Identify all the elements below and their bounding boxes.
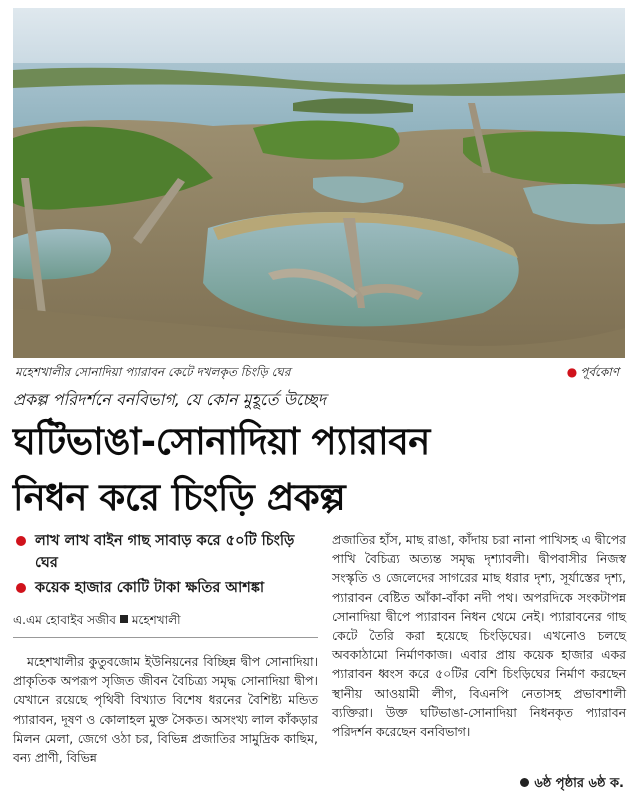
bullet-icon	[520, 778, 529, 787]
photo-source-label: পূর্বকোণ	[580, 365, 619, 379]
right-column	[332, 530, 626, 795]
article-body-right: প্রজাতির হাঁস, মাছ রাঙা, কাঁদায় চরা নানা পাখিসহ এ দ্বীপের পাখি বৈচিত্র্য অত্যন্ত সমৃদ্ধ দৃশ্যাবলী। দ্বীপবাসীর নিজস্ব সংস্কৃতি ও জেলেদের সাগরের মাছ ধরার দৃশ্য, সূর্যাস্তের দৃশ্য, প্যারাবন বেষ্টিত আঁকা-বাঁকা নদী পথ। অপরদিকে সংকটাপন্ন সোনাদিয়া দ্বীপে প্যারাবন নিধন থেমে নেই। প্যারাবনের গাছ কেটে তৈরি করা হয়েছে চিংড়িঘের। এখনোও চলছে অবকাঠামো নির্মাণকাজ। এবার প্রায় কয়েক হাজার একর প্যারাবন ধ্বংস করে ৫০টির বেশি চিংড়িঘের নির্মাণ করছেন স্থানীয় আওয়ামী লীগ, বিএনপি নেতাসহ প্রভাবশালী ব্যক্তিরা। উক্ত ঘটিভাঙা-সোনাদিয়া নিধনকৃত প্যারাবন পরিদর্শন করেছেন বনবিভাগ।	[332, 532, 626, 740]
highlight-bullet	[13, 530, 318, 574]
headline-line-2: নিধন করে চিংড়ি প্রকল্প	[13, 476, 346, 519]
dateline-location: মহেশখালী	[131, 613, 181, 627]
headline-line-1: ঘটিভাঙা-সোনাদিয়া প্যারাবন	[13, 420, 430, 463]
bullet-text: লাখ লাখ বাইন গাছ সাবাড় করে ৫০টি চিংড়ি ঘের	[35, 533, 295, 571]
continuation-text: ৬ষ্ঠ পৃষ্ঠার ৬ষ্ঠ ক.	[534, 776, 624, 791]
byline	[13, 611, 318, 638]
red-bullet-icon	[16, 536, 26, 546]
headline	[13, 414, 625, 526]
subheadline: প্রকল্প পরিদর্শনে বনবিভাগ, যে কোন মুহূর্তে উচ্ছেদ	[13, 390, 326, 409]
red-bullet-icon	[16, 583, 26, 593]
bullet-text: কয়েক হাজার কোটি টাকা ক্ষতির আশঙ্কা	[35, 580, 265, 596]
left-column	[13, 530, 318, 795]
photo-source	[567, 361, 619, 383]
caption-text: মহেশখালীর সোনাদিয়া প্যারাবন কেটে দখলকৃত চিংড়ি ঘের	[15, 365, 291, 379]
article-body-left: মহেশখালীর কুতুবজোম ইউনিয়নের বিচ্ছিন্ন দ্বীপ সোনাদিয়া। প্রাকৃতিক অপরূপ সৃজিত জীবন বৈচিত্র্য সমৃদ্ধ সোনাদিয়া দ্বীপ। যেখানে রয়েছে পৃথিবী বিখ্যাত বিশেষ ধরনের বৈশিষ্ট্য মন্ডিত প্যারাবন, দূষণ ও কোলাহল মুক্ত সৈকত। অসংখ্য লাল কাঁকড়ার মিলন মেলা, জেগে ওঠা চর, বিভিন্ন প্রজাতির সামুদ্রিক কাছিম, বন্য প্রাণী, বিভিন্ন	[13, 654, 318, 766]
highlight-bullet	[13, 577, 318, 599]
mangrove-shrimp-pond-photo	[13, 8, 625, 358]
author-name: এ.এম হোবাইব সজীব	[13, 613, 116, 627]
square-separator-icon	[120, 615, 128, 623]
continuation-note	[520, 774, 624, 795]
photo-caption	[13, 361, 625, 383]
news-photo	[13, 8, 625, 358]
red-bullet-icon: ●	[566, 365, 578, 379]
